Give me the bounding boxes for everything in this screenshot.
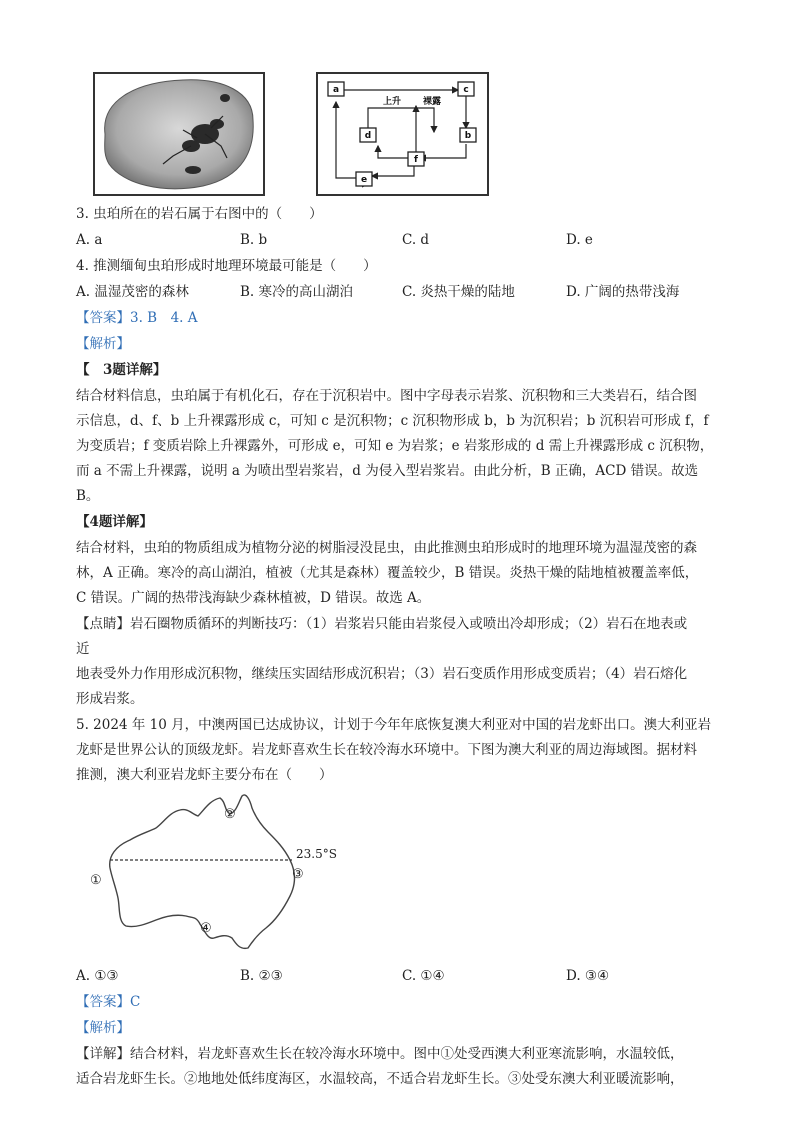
detail-3-line: B。 bbox=[76, 488, 100, 504]
answer-3-4: 【答案】3. B 4. A bbox=[76, 310, 198, 326]
detail-5-line: 适合岩龙虾生长。②地地处低纬度海区，水温较高，不适合岩龙虾生长。③处受东澳大利亚暖流影响， bbox=[76, 1071, 684, 1087]
detail-3-heading: 【 3题详解】 bbox=[76, 362, 167, 378]
detail-4-heading: 【4题详解】 bbox=[76, 514, 153, 530]
q5-stem-line: 5. 2024 年 10 月，中澳两国已达成协议，计划于今年年底恢复澳大利亚对中国的岩龙虾出口。澳大利亚岩 bbox=[76, 717, 712, 733]
tip-line: 【点睛】岩石圈物质循环的判断技巧：（1）岩浆岩只能由岩浆侵入或喷出冷却形成；（2）岩石在地表或 bbox=[76, 616, 688, 632]
q5-option-a[interactable]: A. ①③ bbox=[76, 968, 119, 984]
q3-stem: 3. 虫珀所在的岩石属于右图中的（ ） bbox=[76, 206, 323, 222]
q5-option-d[interactable]: D. ③④ bbox=[566, 968, 610, 984]
detail-3-line: 结合材料信息，虫珀属于有机化石，存在于沉积岩中。图中字母表示岩浆、沉积物和三大类岩石，结合图 bbox=[76, 388, 697, 404]
marker-2: ② bbox=[224, 807, 236, 822]
detail-3-line: 示信息，d、f、b 上升裸露形成 c，可知 c 是沉积物；c 沉积物形成 b，b 为沉积岩；b 沉积岩可形成 f，f bbox=[76, 413, 709, 429]
q5-stem-line: 龙虾是世界公认的顶级龙虾。岩龙虾喜欢生长在较冷海水环境中。下图为澳大利亚的周边海域图。据材料 bbox=[76, 742, 697, 758]
tip-line: 近 bbox=[76, 641, 90, 657]
node-f: f bbox=[414, 155, 418, 165]
label-exposed: 裸露 bbox=[422, 97, 442, 107]
node-d: d bbox=[364, 131, 372, 141]
q3-option-b[interactable]: B. b bbox=[240, 232, 268, 248]
analysis-label: 【解析】 bbox=[76, 336, 130, 352]
amber-fossil-photo bbox=[93, 72, 265, 196]
q5-stem-line: 推测，澳大利亚岩龙虾主要分布在（ ） bbox=[76, 767, 333, 783]
q5-option-b[interactable]: B. ②③ bbox=[240, 968, 283, 984]
q5-option-c[interactable]: C. ①④ bbox=[402, 968, 445, 984]
australia-map bbox=[80, 788, 370, 958]
q4-option-c[interactable]: C. 炎热干燥的陆地 bbox=[402, 284, 515, 300]
q3-option-c[interactable]: C. d bbox=[402, 232, 430, 248]
tip-line: 形成岩浆。 bbox=[76, 691, 144, 707]
marker-4: ④ bbox=[200, 921, 212, 936]
detail-4-line: 结合材料，虫珀的物质组成为植物分泌的树脂浸没昆虫，由此推测虫珀形成时的地理环境为温湿茂密的森 bbox=[76, 540, 697, 556]
q4-option-b[interactable]: B. 寒冷的高山湖泊 bbox=[240, 284, 354, 300]
detail-3-line: 而 a 不需上升裸露，说明 a 为喷出型岩浆岩，d 为侵入型岩浆岩。由此分析，B 正确，ACD 错误。故选 bbox=[76, 463, 699, 479]
detail-4-line: C 错误。广阔的热带浅海缺少森林植被，D 错误。故选 A。 bbox=[76, 590, 431, 606]
q3-option-a[interactable]: A. a bbox=[76, 232, 103, 248]
detail-4-line: 林，A 正确。寒冷的高山湖泊，植被（尤其是森林）覆盖较少，B 错误。炎热干燥的陆地植被覆盖率低， bbox=[76, 565, 699, 581]
q3-option-d[interactable]: D. e bbox=[566, 232, 593, 248]
node-b: b bbox=[464, 131, 472, 141]
node-c: c bbox=[463, 85, 469, 95]
detail-5-line: 【详解】结合材料，岩龙虾喜欢生长在较冷海水环境中。图中①处受西澳大利亚寒流影响，水温较低， bbox=[76, 1046, 684, 1062]
q4-option-d[interactable]: D. 广阔的热带浅海 bbox=[566, 284, 680, 300]
detail-3-line: 为变质岩；f 变质岩除上升裸露外，可形成 e，可知 e 为岩浆；e 岩浆形成的 d 需上升裸露形成 c 沉积物， bbox=[76, 438, 714, 454]
q4-stem: 4. 推测缅甸虫珀形成时地理环境最可能是（ ） bbox=[76, 258, 377, 274]
node-a: a bbox=[332, 85, 340, 95]
label-up: 上升 bbox=[382, 97, 402, 107]
analysis-label-5: 【解析】 bbox=[76, 1020, 130, 1036]
node-e: e bbox=[360, 175, 368, 185]
tip-line: 地表受外力作用形成沉积物，继续压实固结形成沉积岩；（3）岩石变质作用形成变质岩；（4）岩石熔化 bbox=[76, 666, 688, 682]
rock-cycle-diagram bbox=[316, 72, 489, 196]
latitude-label: 23.5°S bbox=[296, 847, 337, 861]
marker-3: ③ bbox=[292, 867, 304, 882]
marker-1: ① bbox=[90, 873, 102, 888]
answer-5: 【答案】C bbox=[76, 994, 141, 1010]
q4-option-a[interactable]: A. 温湿茂密的森林 bbox=[76, 284, 189, 300]
